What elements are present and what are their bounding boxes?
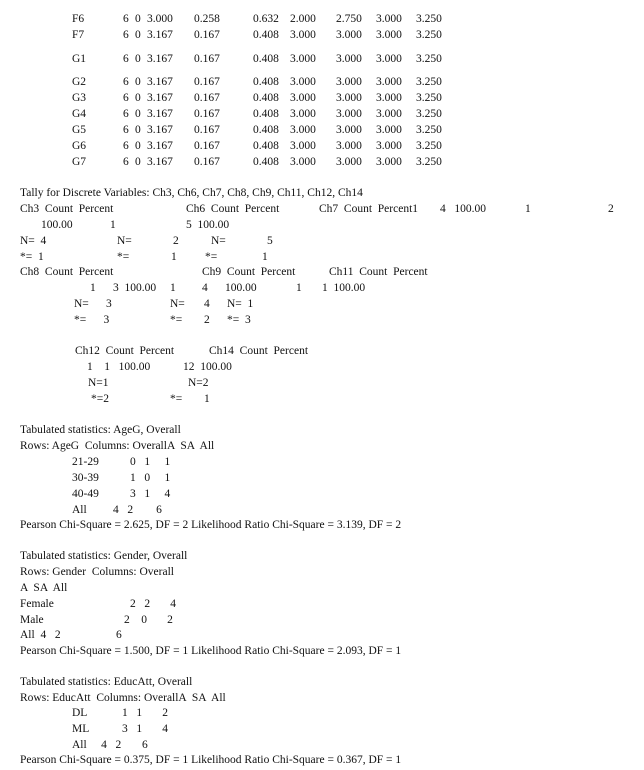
stat-cell-min: 3.000	[290, 124, 316, 136]
stat-cell-med: 3.000	[376, 76, 402, 88]
stat-cell-mean: 3.167	[147, 29, 173, 41]
stat-cell-med: 3.000	[376, 156, 402, 168]
stat-cell-q3: 3.250	[416, 29, 442, 41]
stat-cell-sd: 0.408	[253, 108, 279, 120]
stat-cell-nstar: 0	[135, 92, 141, 104]
stat-cell-sd: 0.408	[253, 124, 279, 136]
stat-cell-n: 6	[123, 13, 129, 25]
stat-cell-nstar: 0	[135, 156, 141, 168]
stat-cell-q1: 3.000	[336, 124, 362, 136]
ch12-n: N=1	[88, 377, 109, 389]
stat-row-label: F6	[72, 13, 85, 25]
stat-cell-mean: 3.000	[147, 13, 173, 25]
educ-title: Tabulated statistics: EducAtt, Overall	[20, 676, 193, 688]
ch9-row-b: 4 100.00	[202, 282, 257, 294]
stat-cell-se: 0.167	[194, 140, 220, 152]
stat-cell-se: 0.258	[194, 13, 220, 25]
ch7-tail-2: 2	[608, 203, 614, 215]
stat-cell-mean: 3.167	[147, 53, 173, 65]
stat-cell-min: 3.000	[290, 76, 316, 88]
educ-row-values: 6	[142, 739, 148, 751]
stat-cell-q3: 3.250	[416, 92, 442, 104]
ch11-row-b: 1 100.00	[322, 282, 366, 294]
stat-cell-sd: 0.408	[253, 53, 279, 65]
educ-row-values: 1 1 2	[122, 707, 168, 719]
stat-cell-mean: 3.167	[147, 76, 173, 88]
stat-row-label: G2	[72, 76, 87, 88]
ch6-row-2: 5 100.00	[186, 219, 230, 231]
ch8-row: 1 3 100.00	[90, 282, 157, 294]
stat-cell-n: 6	[123, 108, 129, 120]
gender-row-label: Female	[20, 598, 54, 610]
ch7-header: Ch7 Count Percent1	[319, 203, 419, 215]
stat-cell-sd: 0.408	[253, 140, 279, 152]
stat-cell-q1: 3.000	[336, 29, 362, 41]
stat-cell-nstar: 0	[135, 108, 141, 120]
age-row-label: 21-29	[72, 456, 99, 468]
stat-row-label: G4	[72, 108, 87, 120]
stat-cell-q3: 3.250	[416, 140, 442, 152]
age-row-values: 0 1 1	[130, 456, 171, 468]
ch14-star-b: 1	[204, 393, 210, 405]
stat-cell-q3: 3.250	[416, 124, 442, 136]
stat-cell-se: 0.167	[194, 53, 220, 65]
stat-cell-med: 3.000	[376, 29, 402, 41]
ch3-header: Ch3 Count Percent	[20, 203, 114, 215]
gender-row-label: Male	[20, 614, 44, 626]
ch7-tail-1: 1	[525, 203, 531, 215]
stat-cell-se: 0.167	[194, 156, 220, 168]
ch8-n: N= 3	[74, 298, 112, 310]
stat-cell-n: 6	[123, 140, 129, 152]
stat-cell-med: 3.000	[376, 124, 402, 136]
stat-cell-med: 3.000	[376, 108, 402, 120]
stat-cell-q3: 3.250	[416, 156, 442, 168]
ch9-row-a: 1	[170, 282, 176, 294]
star-row-c: 1	[171, 251, 177, 263]
ch9-n-a: N=	[170, 298, 185, 310]
stat-cell-mean: 3.167	[147, 140, 173, 152]
stat-cell-se: 0.167	[194, 29, 220, 41]
age-row-values: 4 2 6	[113, 504, 162, 516]
age-rows-line: Rows: AgeG Columns: OverallA SA All	[20, 440, 215, 452]
gender-rows-line: Rows: Gender Columns: Overall	[20, 566, 174, 578]
educ-row-values: 3 1 4	[122, 723, 168, 735]
stat-cell-nstar: 0	[135, 29, 141, 41]
n-row-a: N= 4	[20, 235, 47, 247]
ch8-header: Ch8 Count Percent	[20, 266, 114, 278]
stat-cell-min: 3.000	[290, 92, 316, 104]
star-row-a: *= 1	[20, 251, 44, 263]
stat-cell-mean: 3.167	[147, 156, 173, 168]
n-row-c: 2	[173, 235, 179, 247]
ch12-header: Ch12 Count Percent	[75, 345, 175, 357]
age-chi-square: Pearson Chi-Square = 2.625, DF = 2 Likelihood Ratio Chi-Square = 3.139, DF = 2	[20, 519, 402, 531]
gender-row-values: 2 0 2	[124, 614, 173, 626]
gender-row-values: 6	[116, 629, 122, 641]
age-row-label: All	[72, 504, 87, 516]
stat-row-label: G1	[72, 53, 87, 65]
stat-cell-min: 3.000	[290, 29, 316, 41]
ch9-star-a: *=	[170, 314, 183, 326]
stat-cell-med: 3.000	[376, 53, 402, 65]
stat-cell-sd: 0.408	[253, 156, 279, 168]
stat-row-label: G6	[72, 140, 87, 152]
ch3-percent: 100.00	[41, 219, 73, 231]
stat-cell-se: 0.167	[194, 76, 220, 88]
gender-row-label: All 4 2	[20, 629, 61, 641]
ch14-n: N=2	[188, 377, 209, 389]
ch11-row-a: 1	[296, 282, 302, 294]
ch11-star: *= 3	[227, 314, 251, 326]
stat-cell-min: 3.000	[290, 108, 316, 120]
ch9-n-b: 4	[204, 298, 210, 310]
gender-chi-square: Pearson Chi-Square = 1.500, DF = 1 Likelihood Ratio Chi-Square = 2.093, DF = 1	[20, 645, 402, 657]
educ-row-label: ML	[72, 723, 90, 735]
n-row-d: N=	[211, 235, 226, 247]
stat-cell-nstar: 0	[135, 53, 141, 65]
stat-cell-q1: 2.750	[336, 13, 362, 25]
ch9-star-b: 2	[204, 314, 210, 326]
stat-cell-q1: 3.000	[336, 140, 362, 152]
gender-row-values: 2 2 4	[130, 598, 176, 610]
stat-cell-q1: 3.000	[336, 156, 362, 168]
ch11-header: Ch11 Count Percent	[329, 266, 428, 278]
stat-cell-n: 6	[123, 76, 129, 88]
stat-cell-n: 6	[123, 124, 129, 136]
stat-cell-q1: 3.000	[336, 76, 362, 88]
ch8-star: *= 3	[74, 314, 110, 326]
ch7-values: 4 100.00	[440, 203, 486, 215]
stat-cell-nstar: 0	[135, 140, 141, 152]
stat-cell-n: 6	[123, 53, 129, 65]
stat-row-label: G3	[72, 92, 87, 104]
n-row-e: 5	[267, 235, 273, 247]
stat-cell-med: 3.000	[376, 13, 402, 25]
stat-cell-q3: 3.250	[416, 53, 442, 65]
stat-cell-min: 3.000	[290, 140, 316, 152]
stat-cell-mean: 3.167	[147, 92, 173, 104]
stat-cell-med: 3.000	[376, 140, 402, 152]
star-row-b: *=	[117, 251, 130, 263]
stat-cell-sd: 0.632	[253, 13, 279, 25]
stat-cell-sd: 0.408	[253, 92, 279, 104]
stat-cell-se: 0.167	[194, 108, 220, 120]
age-row-values: 1 0 1	[130, 472, 171, 484]
ch6-row-1: 1	[110, 219, 116, 231]
ch12-row: 1 1 100.00	[87, 361, 151, 373]
stat-cell-q1: 3.000	[336, 108, 362, 120]
stat-cell-q3: 3.250	[416, 76, 442, 88]
ch11-n: N= 1	[227, 298, 254, 310]
stat-row-label: G7	[72, 156, 87, 168]
stat-row-label: F7	[72, 29, 85, 41]
stat-cell-n: 6	[123, 92, 129, 104]
age-row-values: 3 1 4	[130, 488, 171, 500]
stat-cell-nstar: 0	[135, 76, 141, 88]
stat-cell-q1: 3.000	[336, 92, 362, 104]
age-title: Tabulated statistics: AgeG, Overall	[20, 424, 181, 436]
stat-cell-sd: 0.408	[253, 29, 279, 41]
stat-cell-mean: 3.167	[147, 108, 173, 120]
stat-cell-med: 3.000	[376, 92, 402, 104]
ch6-header: Ch6 Count Percent	[186, 203, 280, 215]
ch14-header: Ch14 Count Percent	[209, 345, 309, 357]
stat-cell-min: 3.000	[290, 53, 316, 65]
age-row-label: 30-39	[72, 472, 99, 484]
stat-cell-mean: 3.167	[147, 124, 173, 136]
stat-row-label: G5	[72, 124, 87, 136]
n-row-b: N=	[117, 235, 132, 247]
educ-rows-line: Rows: EducAtt Columns: OverallA SA All	[20, 692, 226, 704]
educ-chi-square: Pearson Chi-Square = 0.375, DF = 1 Likelihood Ratio Chi-Square = 0.367, DF = 1	[20, 754, 402, 766]
stat-cell-nstar: 0	[135, 13, 141, 25]
ch12-star: *=2	[91, 393, 109, 405]
stat-cell-n: 6	[123, 29, 129, 41]
stat-cell-q1: 3.000	[336, 53, 362, 65]
stat-cell-min: 3.000	[290, 156, 316, 168]
age-row-label: 40-49	[72, 488, 99, 500]
stat-cell-min: 2.000	[290, 13, 316, 25]
stat-cell-q3: 3.250	[416, 13, 442, 25]
gender-title: Tabulated statistics: Gender, Overall	[20, 550, 188, 562]
ch9-header: Ch9 Count Percent	[202, 266, 296, 278]
stat-cell-se: 0.167	[194, 92, 220, 104]
educ-row-label: All 4 2	[72, 739, 122, 751]
stat-cell-nstar: 0	[135, 124, 141, 136]
gender-cols-line: A SA All	[20, 582, 68, 594]
ch14-star-a: *=	[170, 393, 183, 405]
ch14-row: 12 100.00	[183, 361, 232, 373]
educ-row-label: DL	[72, 707, 88, 719]
stat-cell-q3: 3.250	[416, 108, 442, 120]
stat-cell-se: 0.167	[194, 124, 220, 136]
stat-cell-sd: 0.408	[253, 76, 279, 88]
tally-title: Tally for Discrete Variables: Ch3, Ch6, Ch7, Ch8, Ch9, Ch11, Ch12, Ch14	[20, 187, 363, 199]
star-row-d: *=	[205, 251, 218, 263]
star-row-e: 1	[262, 251, 268, 263]
stat-cell-n: 6	[123, 156, 129, 168]
